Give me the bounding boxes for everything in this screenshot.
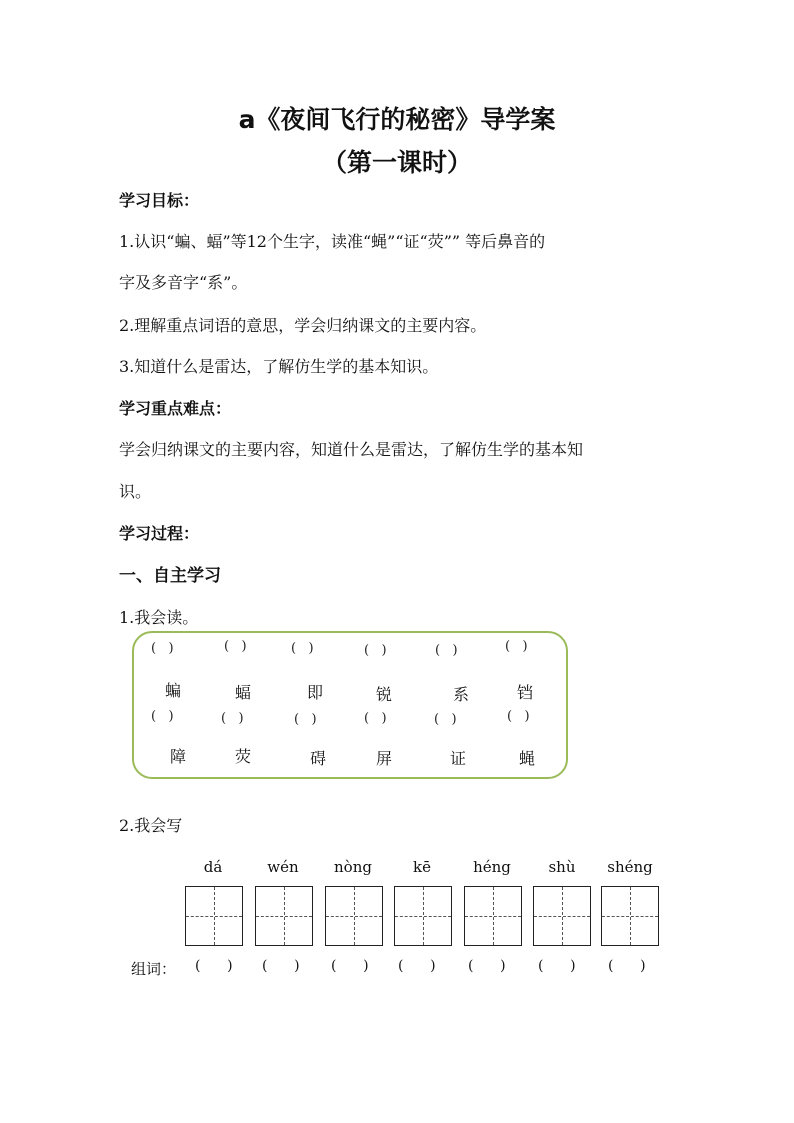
reading-char: 证	[450, 749, 467, 768]
reading-char: 蝠	[235, 683, 252, 702]
reading-char: 蝙	[165, 681, 182, 700]
pinyin-blank: ( )	[507, 709, 530, 724]
pinyin-blank: ( )	[434, 712, 457, 727]
pinyin-label: shéng	[607, 858, 653, 876]
writing-grid[interactable]	[464, 886, 522, 946]
goal-item-1-line-2: 字及多音字“系”。	[119, 273, 248, 292]
pinyin-label: kē	[413, 858, 431, 876]
pinyin-label: héng	[473, 858, 511, 876]
pinyin-blank: ( )	[224, 639, 247, 654]
pinyin-blank: ( )	[294, 712, 317, 727]
key-points-heading: 学习重点难点：	[119, 399, 232, 418]
writing-grid[interactable]	[255, 886, 313, 946]
pinyin-label: nòng	[334, 858, 372, 876]
pinyin-label: wén	[267, 858, 299, 876]
goal-item-1-line-1: 1.认识“蝙、蝠”等12个生字，读准“蝇”“证“荧”” 等后鼻音的	[119, 232, 546, 251]
pinyin-label: shù	[548, 858, 576, 876]
reading-char: 铛	[517, 683, 534, 702]
page-title: a《夜间飞行的秘密》导学案	[238, 105, 556, 134]
key-points-line-2: 识。	[119, 482, 152, 501]
section-1-heading: 一、自主学习	[119, 566, 221, 586]
pinyin-blank: ( )	[221, 711, 244, 726]
zuci-blank[interactable]: ( )	[331, 958, 369, 974]
pinyin-blank: ( )	[151, 709, 174, 724]
reading-char: 屏	[376, 749, 393, 768]
pinyin-blank: ( )	[291, 641, 314, 656]
reading-char: 荧	[235, 747, 252, 766]
process-heading: 学习过程：	[119, 524, 200, 543]
reading-label: 1.我会读。	[119, 608, 199, 627]
reading-char: 碍	[310, 749, 327, 768]
pinyin-blank: ( )	[151, 641, 174, 656]
goal-item-3: 3.知道什么是雷达，了解仿生学的基本知识。	[119, 357, 439, 376]
reading-char: 蝇	[519, 749, 536, 768]
pinyin-blank: ( )	[505, 639, 528, 654]
pinyin-blank: ( )	[435, 643, 458, 658]
pinyin-blank: ( )	[364, 711, 387, 726]
page-subtitle: （第一课时）	[321, 148, 472, 177]
pinyin-label: dá	[203, 858, 223, 876]
reading-char: 即	[307, 683, 324, 702]
writing-grid[interactable]	[394, 886, 452, 946]
writing-grid[interactable]	[185, 886, 243, 946]
reading-box	[132, 631, 568, 779]
zuci-label: 组词：	[131, 960, 177, 978]
zuci-blank[interactable]: ( )	[262, 958, 300, 974]
reading-char: 锐	[376, 685, 393, 704]
key-points-line-1: 学会归纳课文的主要内容，知道什么是雷达，了解仿生学的基本知	[119, 440, 584, 459]
writing-label: 2.我会写	[119, 816, 183, 835]
writing-grid[interactable]	[601, 886, 659, 946]
writing-grid[interactable]	[533, 886, 591, 946]
writing-grid[interactable]	[325, 886, 383, 946]
zuci-blank[interactable]: ( )	[608, 958, 646, 974]
zuci-blank[interactable]: ( )	[468, 958, 506, 974]
pinyin-blank: ( )	[364, 643, 387, 658]
reading-char: 障	[170, 747, 187, 766]
zuci-blank[interactable]: ( )	[195, 958, 233, 974]
reading-char: 系	[453, 685, 470, 704]
goals-heading: 学习目标：	[119, 191, 200, 210]
goal-item-2: 2.理解重点词语的意思，学会归纳课文的主要内容。	[119, 316, 487, 335]
zuci-blank[interactable]: ( )	[538, 958, 576, 974]
zuci-blank[interactable]: ( )	[398, 958, 436, 974]
